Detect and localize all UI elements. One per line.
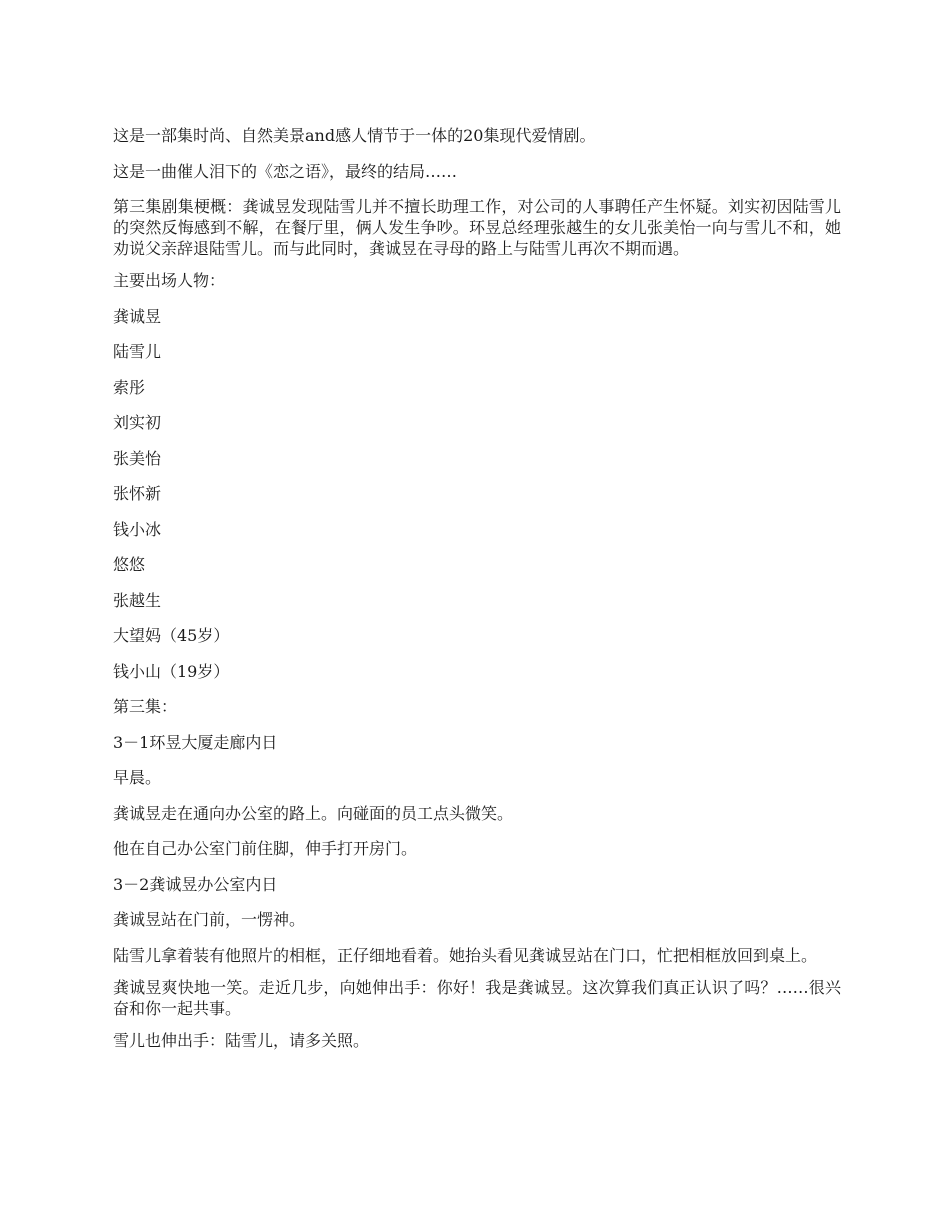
script-line: 他在自己办公室门前住脚，伸手打开房门。 — [113, 839, 418, 858]
cast-member: 悠悠 — [113, 555, 146, 574]
cast-member: 张越生 — [113, 590, 162, 610]
cast-heading: 主要出场人物： — [113, 271, 226, 290]
script-line: 龚诚昱站在门前，一愣神。 — [113, 910, 306, 929]
scene-heading: 3－2龚诚昱办公室内日 — [113, 874, 278, 894]
intro-paragraph-2: 这是一曲催人泪下的《恋之语》，最终的结局…… — [113, 161, 458, 181]
cast-member: 刘实初 — [113, 413, 162, 432]
scene-heading: 3－1环昱大厦走廊内日 — [113, 732, 278, 752]
cast-member: 龚诚昱 — [113, 306, 162, 326]
cast-member: 陆雪儿 — [113, 342, 162, 361]
script-line: 龚诚昱爽快地一笑。走近几步，向她伸出手：你好！我是龚诚昱。这次算我们真正认识了吗？……很兴奋和你一起共事。 — [113, 977, 841, 1018]
intro-paragraph-1: 这是一部集时尚、自然美景and感人情节于一体的20集现代爱情剧。 — [113, 126, 596, 145]
episode-heading: 第三集： — [113, 697, 178, 716]
cast-member: 钱小山（19岁） — [113, 661, 230, 681]
synopsis-paragraph: 第三集剧集梗概：龚诚昱发现陆雪儿并不擅长助理工作，对公司的人事聘任产生怀疑。刘实初因陆雪儿的突然反悔感到不解，在餐厅里，俩人发生争吵。环昱总经理张越生的女儿张美怡一向与雪儿不和，她劝说父亲辞退陆雪儿。而与此同时，龚诚昱在寻母的路上与陆雪儿再次不期而遇。 — [113, 197, 841, 258]
script-line: 龚诚昱走在通向办公室的路上。向碰面的员工点头微笑。 — [113, 803, 514, 823]
script-line: 陆雪儿拿着装有他照片的相框，正仔细地看着。她抬头看见龚诚昱站在门口，忙把相框放回到桌上。 — [113, 945, 818, 965]
cast-member: 张美怡 — [113, 448, 162, 468]
cast-member: 张怀新 — [113, 484, 162, 503]
document-body — [113, 125, 841, 1065]
cast-member: 钱小冰 — [113, 519, 162, 539]
script-line: 早晨。 — [113, 768, 162, 787]
cast-member: 索彤 — [113, 377, 146, 397]
script-line: 雪儿也伸出手：陆雪儿，请多关照。 — [113, 1030, 370, 1050]
cast-member: 大望妈（45岁） — [113, 626, 230, 645]
